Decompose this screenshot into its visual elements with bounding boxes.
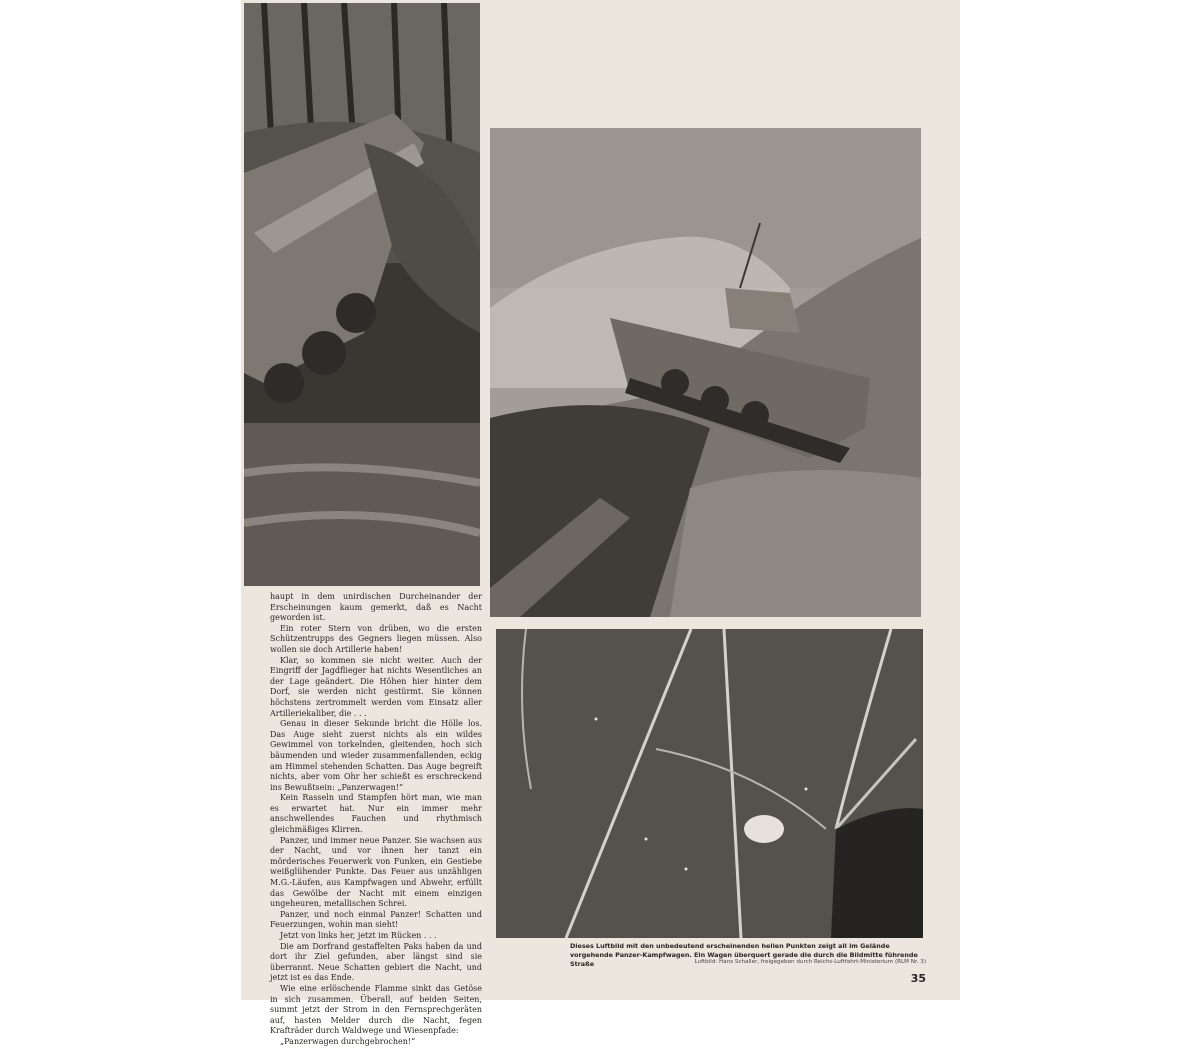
photo-tank-crossing-tree bbox=[490, 128, 921, 617]
photo-tank-in-forest bbox=[244, 3, 480, 586]
article-paragraph: Panzer, und immer neue Panzer. Sie wachsen aus der Nacht, und vor ihnen her tanzt ein mörderisches Feuerwerk von Funken, ein Gestiebe weißglühender Punkte. Das Feuer aus unzähligen M.G.-Läufen, aus Kampfwagen und Abwehr, erfüllt das Gewölbe der Nacht mit einem einzigen ungeheuren, metallischen Schrei. bbox=[270, 835, 482, 909]
article-paragraph: Wie eine erlöschende Flamme sinkt das Getöse in sich zusammen. Überall, auf beiden Seiten, summt jetzt der Strom in den Fernsprechgeräten auf, hasten Melder durch die Nacht, fegen Krafträder durch Waldwege und Wiesenpfade: bbox=[270, 983, 482, 1036]
photo-credit: Luftbild: Hans Schaller, freigegeben durch Reichs-Luftfahrt-Ministerium (RLM Nr. 3) bbox=[694, 959, 926, 965]
article-paragraph: Kein Rasseln und Stampfen hört man, wie man es erwartet hat. Nur ein immer mehr anschwellendes Fauchen und rhythmisch gleichmäßiges Klirren. bbox=[270, 793, 482, 835]
article-paragraph: Ein roter Stern von drüben, wo die ersten Schützentrupps des Gegners liegen müssen. Also wollen sie doch Artillerie haben! bbox=[270, 623, 482, 654]
photo-caption: Dieses Luftbild mit den unbedeutend erscheinenden hellen Punkten zeigt all im Gelände vorgehende Panzer-Kampfwagen. Ein Wagen überquert gerade die durch die Bildmitte führende Straße bbox=[570, 942, 918, 968]
article-paragraph: Die am Dorfrand gestaffelten Paks haben da und dort ihr Ziel gefunden, aber längst sind sie überrannt. Neue Schatten gebiert die Nacht, und jetzt ist es das Ende. bbox=[270, 941, 482, 983]
article-paragraph: Klar, so kommen sie nicht weiter. Auch der Eingriff der Jagdflieger hat nichts Wesentliches an der Lage geändert. Die Höhen hier hinter dem Dorf, sie werden nicht gestürmt. Sie können höchstens zertrommelt werden vom Einsatz aller Artilleriekaliber, die . . . bbox=[270, 655, 482, 718]
article-paragraph: Genau in dieser Sekunde bricht die Hölle los. Das Auge sieht zuerst nichts als ein wildes Gewimmel von torkelnden, gleitenden, hoch sich bäumenden und wieder zusammenfallenden, eckig am Himmel stehenden Schatten. Das Auge begreift nichts, aber vom Ohr her schießt es erschreckend ins Bewußtsein: „Panzerwagen!“ bbox=[270, 719, 482, 792]
article-paragraph: „Panzerwagen durchgebrochen!“ bbox=[280, 1036, 416, 1046]
article-paragraph: Jetzt von links her, jetzt im Rücken . . . bbox=[280, 931, 437, 940]
photo-aerial-view bbox=[496, 629, 923, 938]
article-paragraph: Panzer, und noch einmal Panzer! Schatten und Feuerzungen, wohin man sieht! bbox=[270, 909, 482, 930]
article-paragraph: haupt in dem unirdischen Durcheinander der Erscheinungen kaum gemerkt, daß es Nacht geworden ist. bbox=[270, 592, 482, 623]
article-text bbox=[270, 592, 482, 1048]
page-number: 35 bbox=[910, 972, 926, 985]
